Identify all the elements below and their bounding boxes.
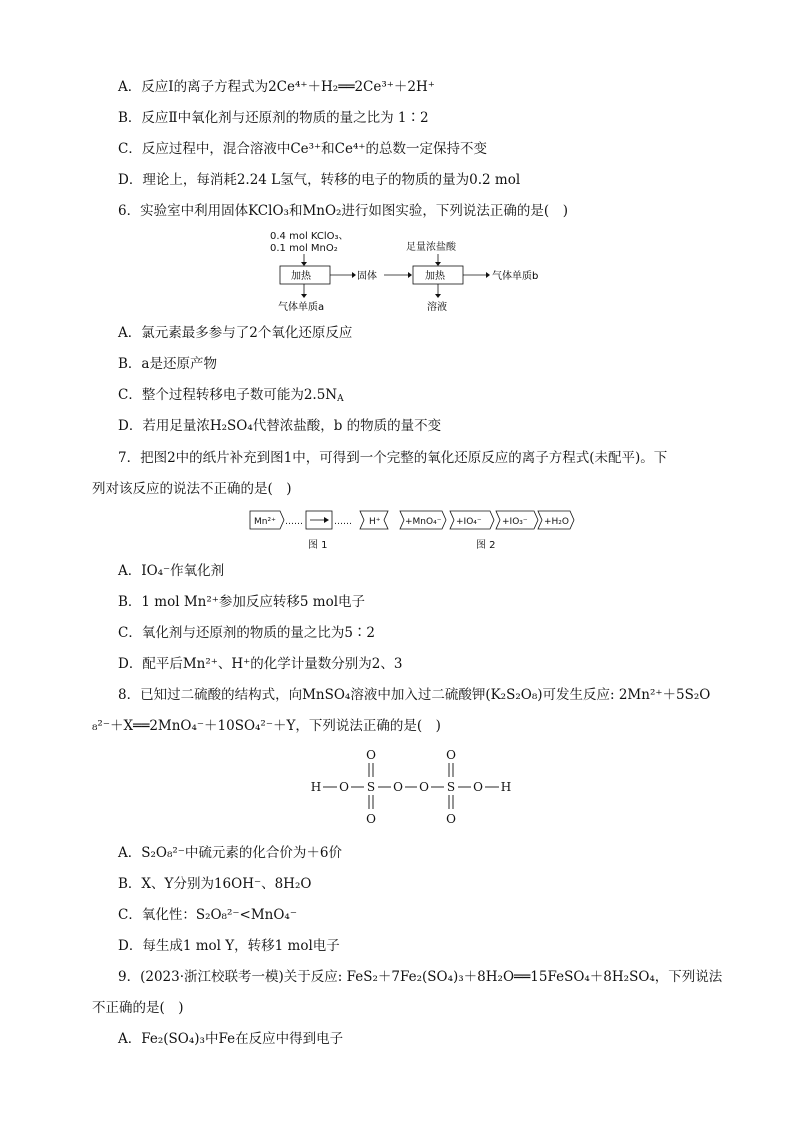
- q9-option-a: A．Fe₂(SO₄)₃中Fe在反应中得到电子: [118, 1031, 344, 1047]
- q9-stem-line1: 9．(2023·浙江校联考一模)关于反应: FeS₂＋7Fe₂(SO₄)₃＋8H₂O══15FeSO₄＋8H₂SO₄，下列说法: [118, 969, 723, 985]
- q6-gas-a-label: 气体单质a: [278, 302, 325, 313]
- q6-heat-label-2: 加热: [425, 271, 445, 282]
- q7-fig2-c1: +MnO₄⁻: [405, 517, 442, 527]
- q8-atom-o-2: O: [393, 780, 403, 794]
- q5-option-a: A．反应Ⅰ的离子方程式为2Ce⁴⁺＋H₂══2Ce³⁺＋2H⁺: [118, 79, 435, 95]
- q6-input-line2: 0.1 mol MnO₂: [270, 243, 338, 254]
- q7-option-c: C．氧化剂与还原剂的物质的量之比为5∶2: [118, 625, 376, 641]
- q7-figures: [246, 507, 576, 555]
- q8-structure-formula: [306, 742, 518, 832]
- q8-option-d: D．每生成1 mol Y，转移1 mol电子: [118, 938, 340, 954]
- q7-option-b: B．1 mol Mn²⁺参加反应转移5 mol电子: [118, 594, 366, 610]
- q6-option-a: A．氯元素最多参与了2个氧化还原反应: [118, 325, 353, 341]
- q7-option-a: A．IO₄⁻作氧化剂: [118, 563, 225, 579]
- q6-option-b: B．a是还原产物: [118, 356, 217, 372]
- q7-stem-line1: 7．把图2中的纸片补充到图1中，可得到一个完整的氧化还原反应的离子方程式(未配平)。下: [118, 450, 668, 466]
- q7-stem-line2: 列对该反应的说法不正确的是( ): [92, 481, 292, 497]
- q8-option-c: C．氧化性：S₂O₈²⁻<MnO₄⁻: [118, 907, 297, 923]
- q6-solid-label: 固体: [357, 271, 377, 282]
- q6-option-c-text: C．整个过程转移电子数可能为2.5N: [118, 387, 338, 403]
- q5-option-b: B．反应Ⅱ中氧化剂与还原剂的物质的量之比为 1∶2: [118, 110, 429, 126]
- q8-atom-s-right: S: [446, 780, 456, 794]
- q5-option-c: C．反应过程中，混合溶液中Ce³⁺和Ce⁴⁺的总数一定保持不变: [118, 141, 488, 157]
- q7-fig2-caption: 图 2: [476, 540, 496, 551]
- q6-stem: 6．实验室中利用固体KClO₃和MnO₂进行如图实验，下列说法正确的是( ): [118, 203, 568, 219]
- q6-reagent-label: 足量浓盐酸: [406, 242, 456, 253]
- q6-solution-label: 溶液: [427, 302, 447, 313]
- q7-fig1-h: H⁺: [369, 517, 381, 527]
- q6-gas-b-label: 气体单质b: [492, 271, 539, 282]
- q7-fig2-c4: +H₂O: [544, 517, 570, 527]
- q8-atom-o-top-left: O: [366, 748, 376, 762]
- q6-option-d: D．若用足量浓H₂SO₄代替浓盐酸，b 的物质的量不变: [118, 418, 442, 434]
- q7-option-d: D．配平后Mn²⁺、H⁺的化学计量数分别为2、3: [118, 656, 403, 672]
- q6-input-line1: 0.4 mol KClO₃、: [270, 231, 349, 242]
- q7-fig2-c3: +IO₃⁻: [502, 517, 528, 527]
- q8-atom-s-left: S: [366, 780, 376, 794]
- q6-flow-diagram: [260, 226, 560, 318]
- q8-stem-line1: 8．已知过二硫酸的结构式，向MnSO₄溶液中加入过二硫酸钾(K₂S₂O₈)可发生反应: 2Mn²⁺＋5S₂O: [118, 687, 711, 703]
- q7-fig1-dots1: ……: [285, 517, 303, 527]
- q8-atom-o-1: O: [339, 780, 349, 794]
- q8-option-a: A．S₂O₈²⁻中硫元素的化合价为＋6价: [118, 845, 343, 861]
- q6-option-c-sub: A: [337, 394, 344, 404]
- q5-option-d: D．理论上，每消耗2.24 L氢气，转移的电子的物质的量为0.2 mol: [118, 172, 521, 188]
- q7-arrow-icon: [324, 517, 329, 523]
- q8-atom-o-bottom-right: O: [446, 812, 456, 826]
- q8-atom-h-left: H: [310, 780, 322, 794]
- q8-atom-o-bottom-left: O: [366, 812, 376, 826]
- q8-atom-o-top-right: O: [446, 748, 456, 762]
- q7-fig1-mn: Mn²⁺: [254, 517, 276, 527]
- q8-option-b: B．X、Y分别为16OH⁻、8H₂O: [118, 876, 312, 892]
- q8-stem-line2: ₈²⁻＋X══2MnO₄⁻＋10SO₄²⁻＋Y，下列说法正确的是( ): [92, 718, 441, 734]
- q6-heat-label-1: 加热: [291, 271, 311, 282]
- q8-atom-o-3: O: [419, 780, 429, 794]
- q6-option-c: [118, 386, 344, 404]
- q9-stem-line2: 不正确的是( ): [92, 1000, 184, 1016]
- q8-atom-o-4: O: [473, 780, 483, 794]
- q7-fig2-c2: +IO₄⁻: [456, 517, 482, 527]
- q7-fig1-caption: 图 1: [308, 540, 328, 551]
- q8-atom-h-right: H: [500, 780, 512, 794]
- q7-fig1-dots2: ……: [334, 517, 352, 527]
